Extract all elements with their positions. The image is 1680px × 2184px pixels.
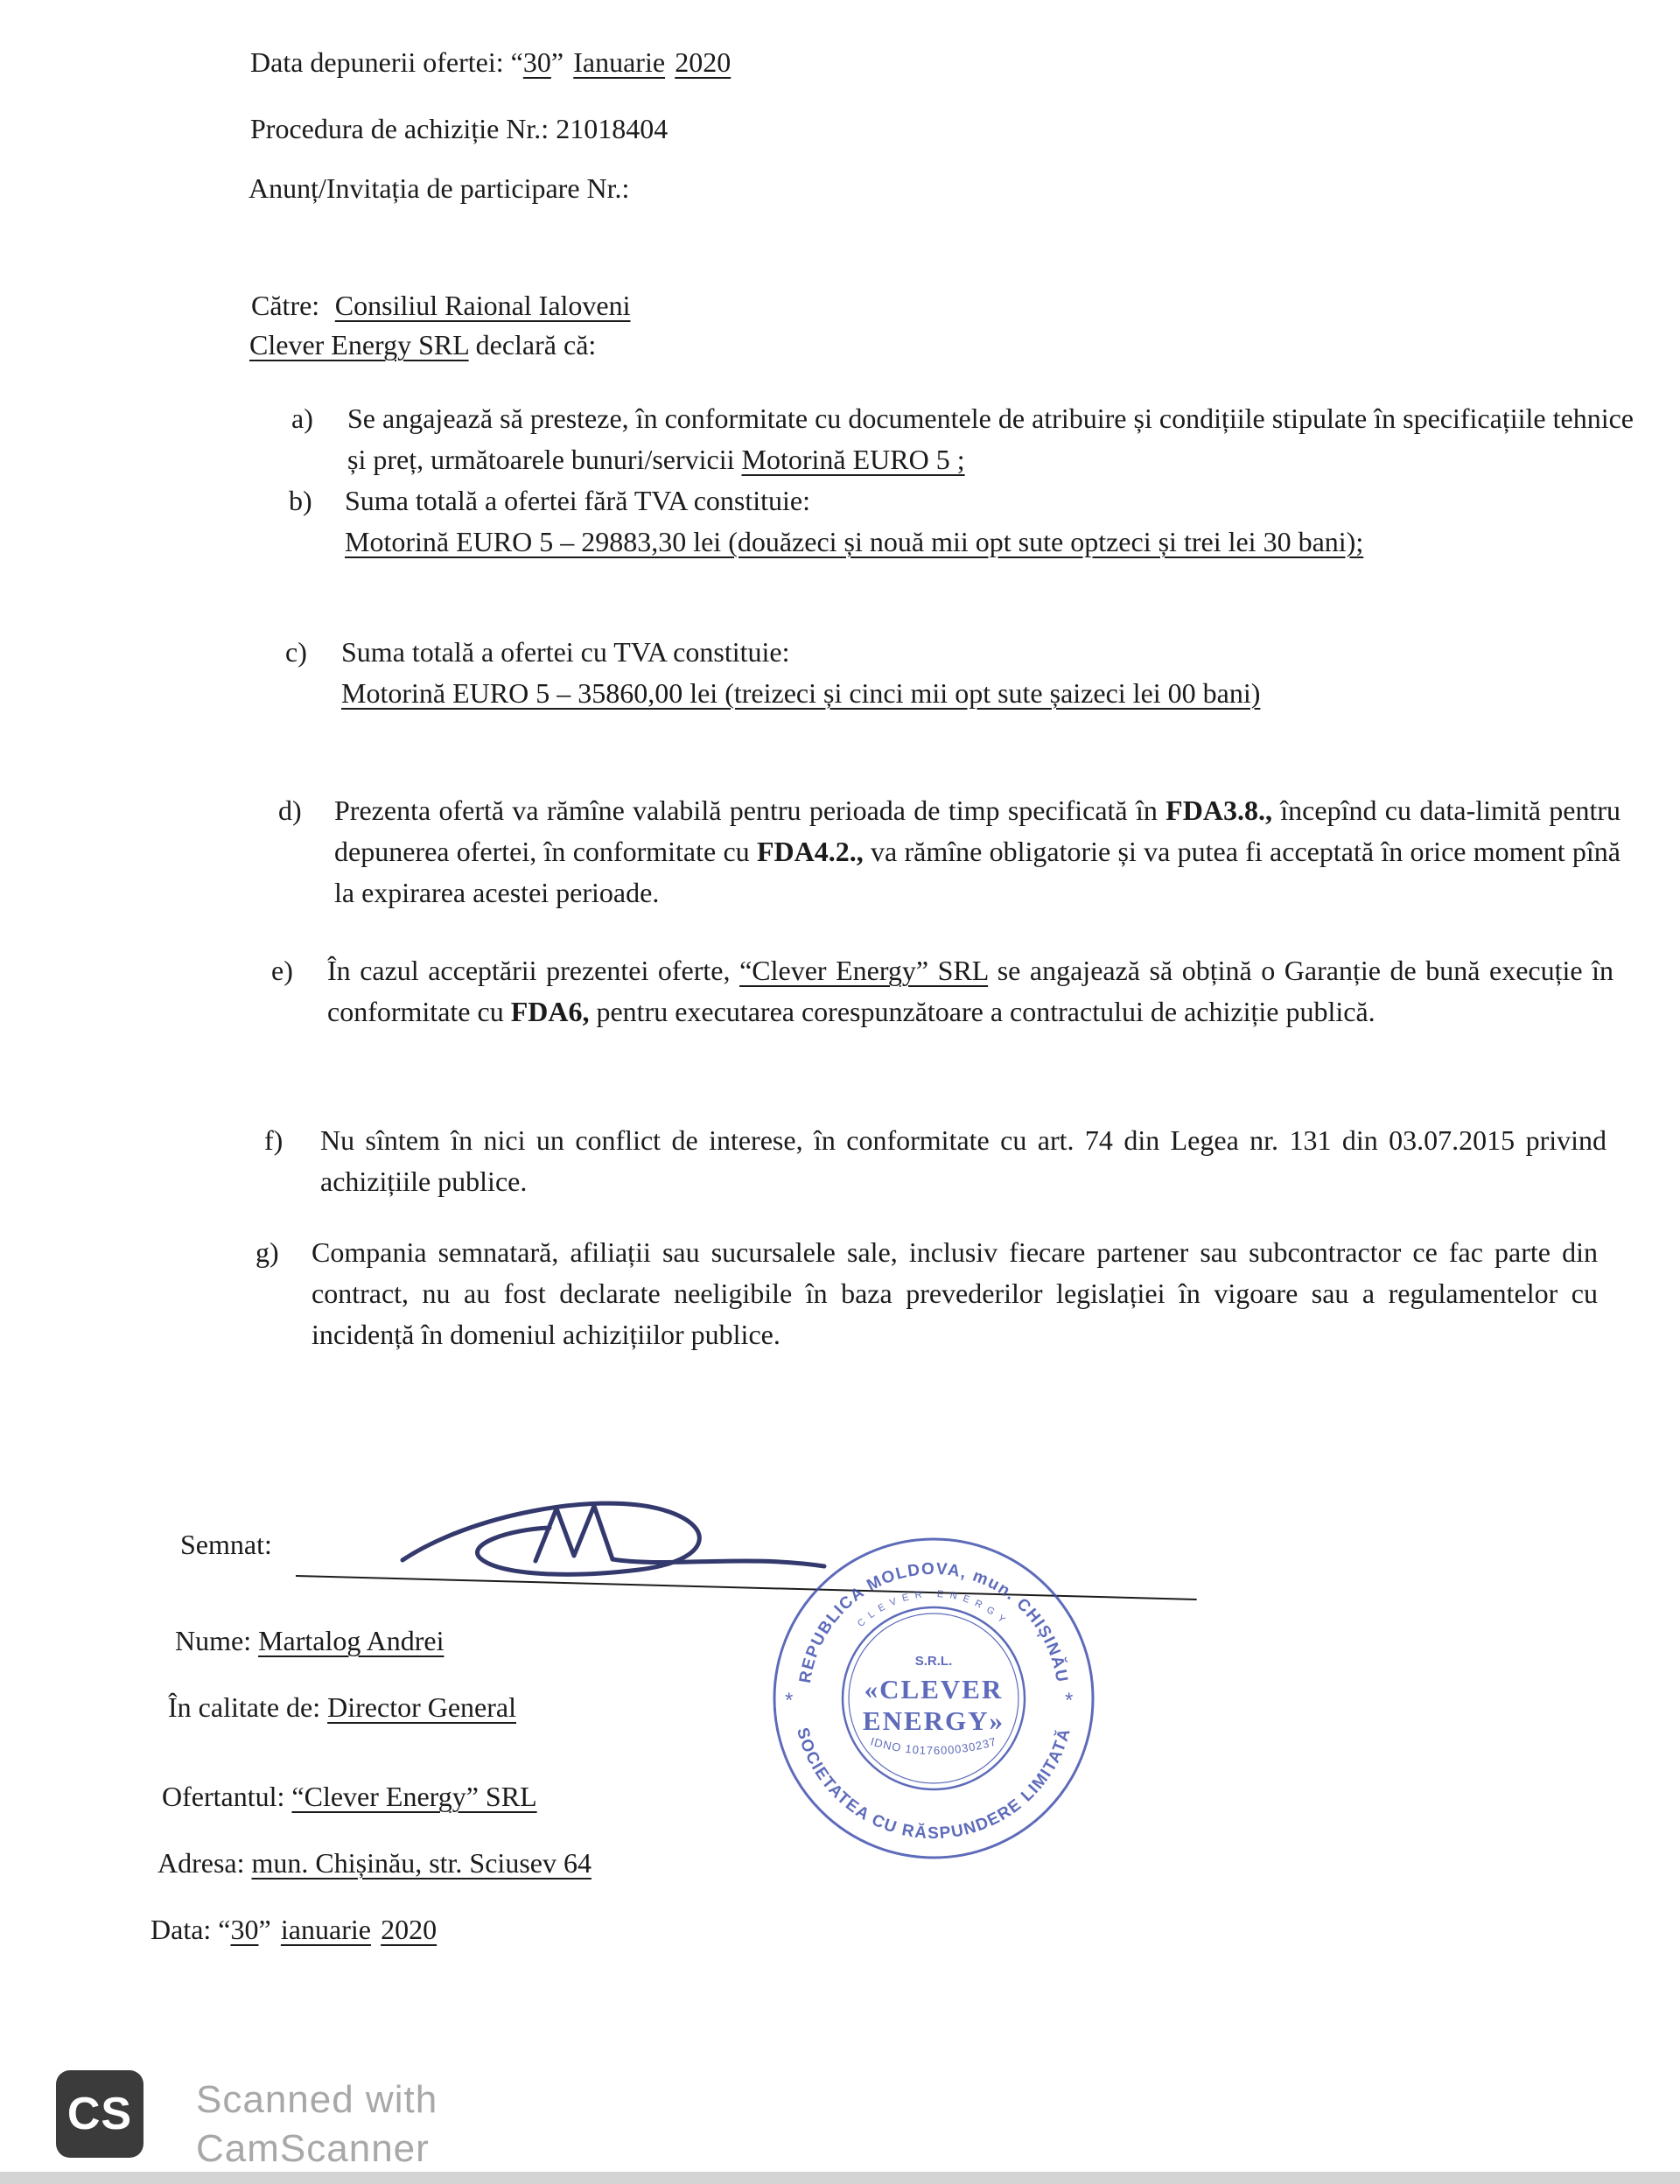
item-e-text-3: pentru executarea corespunzătoare a contractului de achiziție publică.	[589, 996, 1376, 1027]
item-c-amount-line	[341, 673, 1628, 714]
item-e-underlined: “Clever Energy” SRL	[739, 955, 989, 986]
declarant-name: Clever Energy SRL	[249, 329, 469, 360]
item-letter: g)	[256, 1236, 279, 1268]
offer-item-e	[271, 950, 1614, 1032]
offer-item-d	[278, 790, 1620, 914]
item-letter: e)	[271, 955, 293, 986]
signed-label-line	[180, 1524, 272, 1565]
item-f-text: Nu sîntem în nici un conflict de interese, în conformitate cu art. 74 din Legea nr. 131 din 03.07.2015 privind achizițiile publice.	[320, 1124, 1606, 1197]
stamp-star-left: *	[785, 1689, 794, 1712]
item-a-text: Se angajează să presteze, în conformitate cu documentele de atribuire și condițiile stipulate în specificațiile tehnice și preț, următoarele bunuri/servicii	[347, 402, 1634, 475]
item-text	[341, 632, 1628, 714]
salutation-declaration-line	[249, 325, 596, 366]
item-letter: b)	[289, 485, 312, 516]
offer-item-c	[285, 632, 1628, 714]
title-value: Director General	[327, 1691, 516, 1723]
stamp-name-line2: ENERGY»	[862, 1705, 1005, 1736]
item-text	[334, 790, 1620, 914]
item-text	[345, 480, 1631, 563]
item-letter: a)	[291, 402, 313, 434]
bottom-date-day: 30	[230, 1914, 259, 1945]
header-invitation-line	[248, 168, 629, 209]
open-quote: “	[218, 1914, 231, 1945]
salutation-to-line	[251, 285, 631, 326]
header-procedure-line	[250, 108, 668, 150]
item-e-text-2: se angajează să obțină o Garanție de bună execuție în conformitate cu	[327, 955, 1614, 1027]
item-letter: f)	[264, 1124, 284, 1156]
bottom-date-line	[150, 1909, 437, 1950]
camscanner-logo-text: CS	[66, 2089, 133, 2139]
scan-edge-strip	[0, 2172, 1680, 2184]
signed-label: Semnat:	[180, 1529, 272, 1560]
offer-item-a	[291, 398, 1634, 480]
stamp-srl-text: S.R.L.	[914, 1654, 953, 1669]
offerer-label: Ofertantul:	[162, 1781, 292, 1812]
header-date-line	[250, 42, 731, 83]
offer-item-g	[256, 1232, 1598, 1355]
item-d-bold-2: FDA4.2.,	[756, 836, 864, 867]
item-e-bold-1: FDA6,	[510, 996, 590, 1027]
item-text	[327, 950, 1614, 1032]
item-c-underlined: Motorină EURO 5 – 35860,00 lei (treizeci și cinci mii opt sute șaizeci lei 00 bani)	[341, 677, 1261, 709]
invitation-number: Anunț/Invitația de participare Nr.:	[248, 172, 630, 204]
stamp-ring-text-bottom: SOCIETATEA CU RĂSPUNDERE LIMITATĂ	[793, 1726, 1075, 1844]
camscanner-text-line2: CamScanner	[196, 2127, 430, 2170]
to-label: Către:	[251, 290, 320, 321]
declares-text: declară că:	[468, 329, 597, 360]
stamp-inner-ring-text: CLEVER ENERGY	[855, 1588, 1012, 1629]
name-value: Martalog Andrei	[258, 1625, 444, 1656]
offerer-value: “Clever Energy” SRL	[291, 1781, 537, 1812]
address-label: Adresa:	[158, 1847, 252, 1879]
close-quote: ”	[550, 46, 564, 78]
camscanner-text-line1: Scanned with	[196, 2078, 438, 2121]
title-label: În calitate de:	[168, 1691, 328, 1723]
name-line	[175, 1620, 444, 1662]
item-b-amount-line	[345, 522, 1631, 563]
date-year: 2020	[675, 46, 732, 78]
stamp-ring-text-top: REPUBLICA MOLDOVA, mun. CHIȘINĂU	[796, 1559, 1071, 1685]
offer-item-b	[289, 480, 1631, 563]
date-label: Data depunerii ofertei:	[250, 46, 511, 78]
item-b-underlined: Motorină EURO 5 – 29883,30 lei (douăzeci și nouă mii opt sute optzeci și trei lei 30 bani);	[345, 526, 1364, 557]
item-d-text-3: va rămîne obligatorie și va putea fi acceptată în orice moment pînă la expirarea acestei perioade.	[334, 836, 1621, 908]
signature-stroke-m	[536, 1506, 612, 1561]
date-day: 30	[522, 46, 551, 78]
item-b-intro: Suma totală a ofertei fără TVA constituie:	[345, 485, 810, 516]
item-c-intro: Suma totală a ofertei cu TVA constituie:	[341, 636, 790, 668]
to-value: Consiliul Raional Ialoveni	[334, 290, 631, 321]
close-quote: ”	[258, 1914, 271, 1945]
stamp-idno-text: IDNO 1017600030237	[869, 1734, 998, 1758]
company-stamp	[767, 1532, 1100, 1865]
bottom-date-month: ianuarie	[280, 1914, 371, 1945]
offerer-line	[162, 1776, 537, 1817]
item-letter: d)	[278, 794, 302, 826]
item-text	[320, 1120, 1606, 1202]
address-value: mun. Chișinău, str. Sciusev 64	[251, 1847, 592, 1879]
item-d-bold-1: FDA3.8.,	[1166, 794, 1272, 826]
stamp-name-line1: «CLEVER	[864, 1674, 1004, 1704]
item-d-text-1: Prezenta ofertă va rămîne valabilă pentru perioada de timp specificată în	[334, 794, 1166, 826]
item-text	[347, 398, 1634, 480]
item-letter: c)	[285, 636, 307, 668]
offer-item-f	[264, 1120, 1606, 1202]
bottom-date-label: Data:	[150, 1914, 219, 1945]
item-e-text-1: În cazul acceptării prezentei oferte,	[327, 955, 740, 986]
item-a-underlined: Motorină EURO 5 ;	[741, 444, 965, 475]
address-line	[158, 1843, 592, 1884]
item-d-text-2: începînd cu data-limită pentru depunerea ofertei, în conformitate cu	[334, 794, 1620, 867]
item-text	[312, 1232, 1598, 1355]
item-g-text: Compania semnatară, afiliații sau sucursalele sale, inclusiv fiecare partener sau subcontractor ce fac parte din contract, nu au fost declarate neeligibile în baza prevederilor legislației în vigoare sau a regulamentelor cu incidență în domeniul achizițiilor publice.	[312, 1236, 1598, 1350]
date-month: Ianuarie	[573, 46, 666, 78]
procedure-number: Procedura de achiziție Nr.: 21018404	[250, 113, 668, 144]
bottom-date-year: 2020	[381, 1914, 438, 1945]
title-line	[168, 1687, 516, 1728]
name-label: Nume:	[175, 1625, 259, 1656]
stamp-star-right: *	[1065, 1689, 1074, 1712]
open-quote: “	[510, 46, 523, 78]
camscanner-logo	[56, 2070, 144, 2158]
